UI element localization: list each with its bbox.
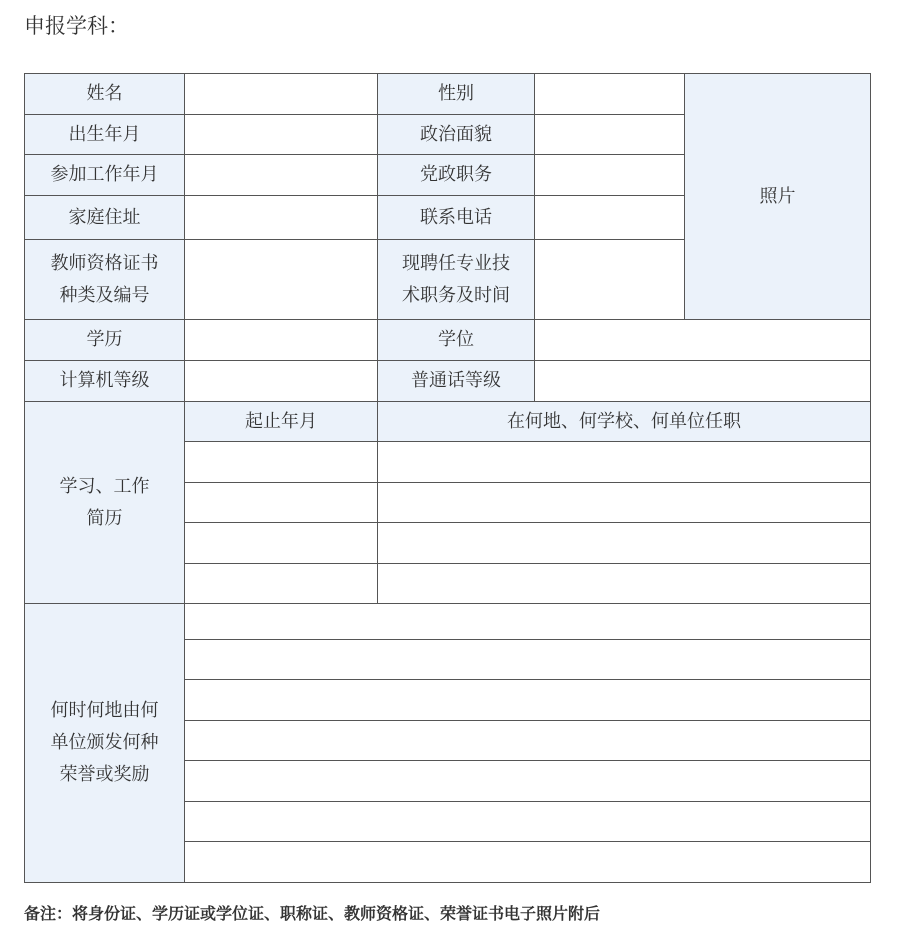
name-field[interactable] [185, 74, 378, 115]
gender-label: 性别 [378, 74, 535, 115]
photo-cell[interactable] [685, 74, 871, 320]
honors-field[interactable] [185, 842, 871, 883]
history-label-line2: 简历 [86, 507, 123, 529]
honors-label-line3: 荣誉或奖励 [59, 764, 150, 785]
political-status-label: 政治面貌 [378, 115, 535, 155]
education-field[interactable] [185, 320, 378, 361]
application-form-table [24, 73, 871, 883]
phone-label: 联系电话 [378, 196, 535, 240]
history-period-field[interactable] [185, 523, 378, 564]
history-period-field[interactable] [185, 483, 378, 523]
history-period-field[interactable] [185, 442, 378, 483]
history-detail-field[interactable] [378, 564, 871, 604]
address-field[interactable] [185, 196, 378, 240]
honors-field[interactable] [185, 721, 871, 761]
teacher-cert-label [25, 240, 185, 320]
professional-title-field[interactable] [535, 240, 685, 320]
work-start-field[interactable] [185, 155, 378, 196]
work-start-label: 参加工作年月 [25, 155, 185, 196]
history-label [25, 402, 185, 604]
professional-title-label-line2: 术职务及时间 [402, 284, 510, 306]
history-label-line1: 学习、工作 [59, 475, 150, 497]
history-detail-field[interactable] [378, 523, 871, 564]
honors-label [25, 604, 185, 883]
honors-field[interactable] [185, 604, 871, 640]
history-detail-field[interactable] [378, 442, 871, 483]
history-detail-header: 在何地、何学校、何单位任职 [378, 402, 871, 442]
mandarin-level-label: 普通话等级 [378, 361, 535, 402]
teacher-cert-label-line2: 种类及编号 [59, 284, 150, 306]
education-label: 学历 [25, 320, 185, 361]
footer-note: 备注：将身份证、学历证或学位证、职称证、教师资格证、荣誉证书电子照片附后 [24, 904, 601, 923]
honors-field[interactable] [185, 680, 871, 721]
honors-field[interactable] [185, 761, 871, 802]
degree-label: 学位 [378, 320, 535, 361]
teacher-cert-field[interactable] [185, 240, 378, 320]
history-period-header: 起止年月 [185, 402, 378, 442]
phone-field[interactable] [535, 196, 685, 240]
degree-field[interactable] [535, 320, 871, 361]
honors-label-line2: 单位颁发何种 [50, 732, 159, 753]
teacher-cert-label-line1: 教师资格证书 [50, 252, 159, 274]
honors-field[interactable] [185, 640, 871, 680]
honors-field[interactable] [185, 802, 871, 842]
name-label: 姓名 [25, 74, 185, 115]
history-detail-field[interactable] [378, 483, 871, 523]
party-post-label: 党政职务 [378, 155, 535, 196]
professional-title-label [378, 240, 535, 320]
photo-label: 照片 [759, 185, 796, 207]
computer-level-label: 计算机等级 [25, 361, 185, 402]
gender-field[interactable] [535, 74, 685, 115]
honors-label-line1: 何时何地由何 [50, 700, 159, 721]
political-status-field[interactable] [535, 115, 685, 155]
birth-date-label: 出生年月 [25, 115, 185, 155]
professional-title-label-line1: 现聘任专业技 [402, 252, 510, 274]
subject-label: 申报学科： [24, 14, 129, 38]
computer-level-field[interactable] [185, 361, 378, 402]
mandarin-level-field[interactable] [535, 361, 871, 402]
address-label: 家庭住址 [25, 196, 185, 240]
party-post-field[interactable] [535, 155, 685, 196]
birth-date-field[interactable] [185, 115, 378, 155]
history-period-field[interactable] [185, 564, 378, 604]
